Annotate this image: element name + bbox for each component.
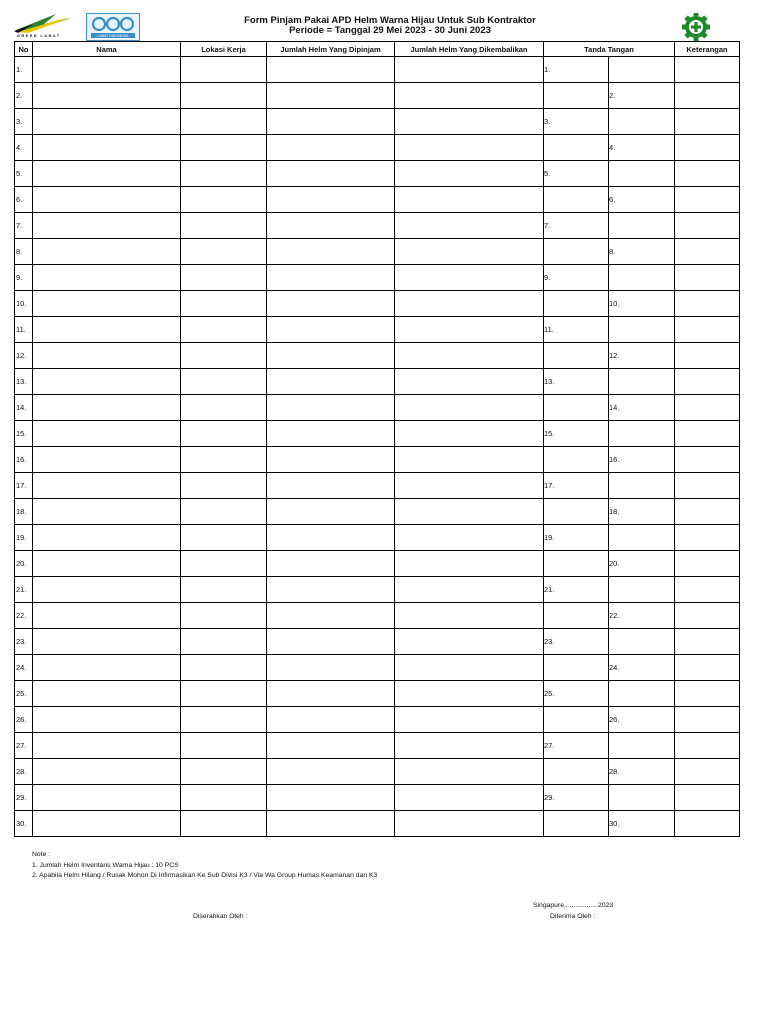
row-number: 13. [15,369,33,395]
nama-cell[interactable] [33,655,181,681]
jumlah-dikembalikan-cell[interactable] [395,707,544,733]
table-row [15,603,740,629]
table-row [15,187,740,213]
table-row [15,733,740,759]
nama-cell[interactable] [33,473,181,499]
table-row [15,57,740,83]
jumlah-dikembalikan-cell[interactable] [395,291,544,317]
table-row [15,707,740,733]
signature-cell-right[interactable] [609,577,675,603]
jumlah-dikembalikan-cell[interactable] [395,369,544,395]
nama-cell[interactable] [33,343,181,369]
nama-cell[interactable] [33,577,181,603]
jumlah-dikembalikan-cell[interactable] [395,213,544,239]
jumlah-dipinjam-cell[interactable] [267,707,395,733]
jumlah-dipinjam-cell[interactable] [267,317,395,343]
k3-safety-logo [675,13,717,41]
keterangan-cell[interactable] [675,395,740,421]
jumlah-dikembalikan-cell[interactable] [395,83,544,109]
signature-cell-left[interactable] [544,811,609,837]
lokasi-kerja-cell[interactable] [181,57,267,83]
signature-cell-left[interactable] [544,83,609,109]
jumlah-dipinjam-cell[interactable] [267,57,395,83]
row-number: 24. [15,655,33,681]
keterangan-cell[interactable] [675,525,740,551]
keterangan-cell[interactable] [675,707,740,733]
signature-cell-left[interactable]: 13. [544,369,609,395]
nama-cell[interactable] [33,525,181,551]
table-row [15,239,740,265]
nama-cell[interactable] [33,291,181,317]
lokasi-kerja-cell[interactable] [181,655,267,681]
form-title-block [220,16,560,36]
labat-indonesia-logo-text: LABAT INDONESIA [97,34,129,39]
signature-cell-right[interactable] [609,681,675,707]
table-row [15,369,740,395]
signature-cell-right[interactable]: 10. [609,291,675,317]
signature-cell-left[interactable]: 21. [544,577,609,603]
jumlah-dipinjam-cell[interactable] [267,395,395,421]
jumlah-dipinjam-cell[interactable] [267,135,395,161]
table-row [15,655,740,681]
table-row [15,499,740,525]
row-number: 19. [15,525,33,551]
nama-cell[interactable] [33,57,181,83]
jumlah-dipinjam-cell[interactable] [267,629,395,655]
table-row [15,811,740,837]
row-number: 14. [15,395,33,421]
table-row [15,343,740,369]
lokasi-kerja-cell[interactable] [181,811,267,837]
jumlah-dikembalikan-cell[interactable] [395,421,544,447]
table-row [15,551,740,577]
lokasi-kerja-cell[interactable] [181,109,267,135]
note-line-1: 1. Jumlah Helm Inventaris Warna Hijau : 10 PCS [32,861,179,869]
keterangan-cell[interactable] [675,57,740,83]
jumlah-dikembalikan-cell[interactable] [395,681,544,707]
keterangan-cell[interactable] [675,473,740,499]
nama-cell[interactable] [33,317,181,343]
nama-cell[interactable] [33,135,181,161]
jumlah-dipinjam-cell[interactable] [267,343,395,369]
note-line-2: 2. Apabila Helm Hilang / Rusak Mohon Di Infirmasikan Ke Sub Divisi K3 / Via Wa Group Humas Keamanan dan K3 [32,872,378,879]
row-number: 17. [15,473,33,499]
jumlah-dikembalikan-cell[interactable] [395,317,544,343]
nama-cell[interactable] [33,499,181,525]
table-row [15,109,740,135]
lokasi-kerja-cell[interactable] [181,629,267,655]
jumlah-dikembalikan-cell[interactable] [395,187,544,213]
table-row [15,421,740,447]
table-row [15,317,740,343]
signature-cell-right[interactable] [609,265,675,291]
row-number: 27. [15,733,33,759]
nama-cell[interactable] [33,369,181,395]
row-number: 22. [15,603,33,629]
nama-cell[interactable] [33,603,181,629]
signature-cell-left[interactable] [544,395,609,421]
place-date-line: Singapure,.................2023 [533,902,614,909]
keterangan-cell[interactable] [675,447,740,473]
jumlah-dikembalikan-cell[interactable] [395,499,544,525]
lokasi-kerja-cell[interactable] [181,785,267,811]
keterangan-cell[interactable] [675,603,740,629]
signature-cell-left[interactable] [544,551,609,577]
nama-cell[interactable] [33,395,181,421]
signature-cell-right[interactable]: 6. [609,187,675,213]
table-row [15,525,740,551]
jumlah-dipinjam-cell[interactable] [267,213,395,239]
keterangan-cell[interactable] [675,187,740,213]
lokasi-kerja-cell[interactable] [181,317,267,343]
jumlah-dipinjam-cell[interactable] [267,291,395,317]
row-number: 20. [15,551,33,577]
signature-cell-left[interactable]: 1. [544,57,609,83]
nama-cell[interactable] [33,109,181,135]
jumlah-dipinjam-cell[interactable] [267,239,395,265]
row-number: 26. [15,707,33,733]
keterangan-cell[interactable] [675,811,740,837]
table-row [15,759,740,785]
row-number: 29. [15,785,33,811]
signature-cell-right[interactable]: 26. [609,707,675,733]
col-header-keterangan: Keterangan [675,42,740,57]
signature-cell-right[interactable] [609,785,675,811]
signature-cell-left[interactable]: 11. [544,317,609,343]
row-number: 3. [15,109,33,135]
row-number: 2. [15,83,33,109]
row-number: 6. [15,187,33,213]
row-number: 21. [15,577,33,603]
keterangan-cell[interactable] [675,421,740,447]
row-number: 25. [15,681,33,707]
signature-cell-left[interactable] [544,759,609,785]
signature-cell-right[interactable]: 30. [609,811,675,837]
jumlah-dipinjam-cell[interactable] [267,421,395,447]
keterangan-cell[interactable] [675,551,740,577]
jumlah-dikembalikan-cell[interactable] [395,447,544,473]
keterangan-cell[interactable] [675,135,740,161]
keterangan-cell[interactable] [675,291,740,317]
nama-cell[interactable] [33,161,181,187]
jumlah-dipinjam-cell[interactable] [267,109,395,135]
lokasi-kerja-cell[interactable] [181,213,267,239]
jumlah-dipinjam-cell[interactable] [267,759,395,785]
table-row [15,577,740,603]
form-period: Periode = Tanggal 29 Mei 2023 - 30 Juni 2023 [289,25,491,36]
lokasi-kerja-cell[interactable] [181,707,267,733]
lokasi-kerja-cell[interactable] [181,733,267,759]
table-row [15,135,740,161]
nama-cell[interactable] [33,785,181,811]
nama-cell[interactable] [33,811,181,837]
signature-cell-right[interactable]: 14. [609,395,675,421]
row-number: 1. [15,57,33,83]
row-number: 11. [15,317,33,343]
row-number: 7. [15,213,33,239]
table-row [15,447,740,473]
table-row [15,291,740,317]
jumlah-dipinjam-cell[interactable] [267,551,395,577]
signature-cell-left[interactable]: 27. [544,733,609,759]
signature-cell-right[interactable] [609,213,675,239]
signature-cell-left[interactable] [544,655,609,681]
lokasi-kerja-cell[interactable] [181,291,267,317]
jumlah-dikembalikan-cell[interactable] [395,473,544,499]
lokasi-kerja-cell[interactable] [181,239,267,265]
jumlah-dikembalikan-cell[interactable] [395,629,544,655]
lokasi-kerja-cell[interactable] [181,499,267,525]
signature-cell-right[interactable]: 24. [609,655,675,681]
jumlah-dipinjam-cell[interactable] [267,369,395,395]
keterangan-cell[interactable] [675,499,740,525]
signature-cell-right[interactable] [609,369,675,395]
jumlah-dipinjam-cell[interactable] [267,733,395,759]
loan-form-table [14,41,740,837]
green-labat-logo-text: GREEN LABAT [17,34,61,38]
row-number: 18. [15,499,33,525]
jumlah-dikembalikan-cell[interactable] [395,161,544,187]
jumlah-dikembalikan-cell[interactable] [395,265,544,291]
jumlah-dikembalikan-cell[interactable] [395,343,544,369]
signature-cell-left[interactable]: 29. [544,785,609,811]
table-row [15,473,740,499]
signature-cell-left[interactable]: 25. [544,681,609,707]
row-number: 9. [15,265,33,291]
keterangan-cell[interactable] [675,733,740,759]
signature-cell-left[interactable]: 19. [544,525,609,551]
jumlah-dikembalikan-cell[interactable] [395,525,544,551]
signature-cell-left[interactable]: 17. [544,473,609,499]
signature-cell-left[interactable]: 9. [544,265,609,291]
signature-cell-left[interactable] [544,447,609,473]
table-row [15,681,740,707]
keterangan-cell[interactable] [675,265,740,291]
jumlah-dikembalikan-cell[interactable] [395,551,544,577]
signature-cell-right[interactable]: 28. [609,759,675,785]
signature-cell-right[interactable]: 12. [609,343,675,369]
signature-cell-left[interactable] [544,499,609,525]
signature-cell-left[interactable] [544,291,609,317]
lokasi-kerja-cell[interactable] [181,395,267,421]
row-number: 30. [15,811,33,837]
lokasi-kerja-cell[interactable] [181,161,267,187]
jumlah-dipinjam-cell[interactable] [267,447,395,473]
keterangan-cell[interactable] [675,369,740,395]
table-row [15,395,740,421]
col-header-no: No [15,42,33,57]
signature-cell-right[interactable]: 2. [609,83,675,109]
jumlah-dikembalikan-cell[interactable] [395,577,544,603]
lokasi-kerja-cell[interactable] [181,551,267,577]
signature-cell-left[interactable] [544,135,609,161]
signature-cell-right[interactable] [609,161,675,187]
jumlah-dikembalikan-cell[interactable] [395,603,544,629]
row-number: 5. [15,161,33,187]
signature-cell-left[interactable]: 7. [544,213,609,239]
document-header [0,0,768,42]
keterangan-cell[interactable] [675,161,740,187]
jumlah-dipinjam-cell[interactable] [267,811,395,837]
jumlah-dikembalikan-cell[interactable] [395,785,544,811]
table-row [15,265,740,291]
signature-cell-right[interactable] [609,473,675,499]
signature-cell-right[interactable]: 8. [609,239,675,265]
row-number: 16. [15,447,33,473]
jumlah-dikembalikan-cell[interactable] [395,57,544,83]
jumlah-dikembalikan-cell[interactable] [395,811,544,837]
signature-cell-right[interactable] [609,57,675,83]
jumlah-dipinjam-cell[interactable] [267,83,395,109]
lokasi-kerja-cell[interactable] [181,603,267,629]
signature-cell-right[interactable] [609,733,675,759]
jumlah-dipinjam-cell[interactable] [267,681,395,707]
col-header-nama: Nama [33,42,181,57]
row-number: 15. [15,421,33,447]
keterangan-cell[interactable] [675,317,740,343]
keterangan-cell[interactable] [675,629,740,655]
table-body [15,57,740,837]
signature-cell-left[interactable] [544,603,609,629]
row-number: 4. [15,135,33,161]
notes-heading: Note : [32,851,51,858]
nama-cell[interactable] [33,83,181,109]
row-number: 28. [15,759,33,785]
keterangan-cell[interactable] [675,83,740,109]
jumlah-dipinjam-cell[interactable] [267,187,395,213]
lokasi-kerja-cell[interactable] [181,343,267,369]
jumlah-dikembalikan-cell[interactable] [395,135,544,161]
signature-cell-right[interactable]: 22. [609,603,675,629]
lokasi-kerja-cell[interactable] [181,681,267,707]
signature-cell-right[interactable]: 16. [609,447,675,473]
signature-cell-right[interactable]: 4. [609,135,675,161]
jumlah-dikembalikan-cell[interactable] [395,655,544,681]
lokasi-kerja-cell[interactable] [181,187,267,213]
lokasi-kerja-cell[interactable] [181,135,267,161]
signature-cell-right[interactable] [609,629,675,655]
signature-cell-left[interactable]: 15. [544,421,609,447]
nama-cell[interactable] [33,759,181,785]
keterangan-cell[interactable] [675,655,740,681]
nama-cell[interactable] [33,629,181,655]
row-number: 23. [15,629,33,655]
received-by-label: Diterima Oleh : [550,913,596,920]
keterangan-cell[interactable] [675,239,740,265]
jumlah-dipinjam-cell[interactable] [267,603,395,629]
jumlah-dipinjam-cell[interactable] [267,577,395,603]
signature-cell-left[interactable] [544,343,609,369]
signature-cell-right[interactable] [609,109,675,135]
lokasi-kerja-cell[interactable] [181,577,267,603]
jumlah-dipinjam-cell[interactable] [267,525,395,551]
nama-cell[interactable] [33,733,181,759]
jumlah-dipinjam-cell[interactable] [267,161,395,187]
green-labat-logo [14,12,74,38]
lokasi-kerja-cell[interactable] [181,473,267,499]
notes-section [32,850,377,882]
lokasi-kerja-cell[interactable] [181,265,267,291]
signature-cell-left[interactable] [544,239,609,265]
signature-cell-left[interactable] [544,187,609,213]
lokasi-kerja-cell[interactable] [181,525,267,551]
signature-cell-right[interactable]: 20. [609,551,675,577]
table-row [15,161,740,187]
jumlah-dipinjam-cell[interactable] [267,265,395,291]
nama-cell[interactable] [33,707,181,733]
keterangan-cell[interactable] [675,759,740,785]
lokasi-kerja-cell[interactable] [181,759,267,785]
signature-cell-left[interactable]: 3. [544,109,609,135]
signature-cell-left[interactable]: 23. [544,629,609,655]
nama-cell[interactable] [33,421,181,447]
jumlah-dikembalikan-cell[interactable] [395,395,544,421]
table-row [15,83,740,109]
keterangan-cell[interactable] [675,213,740,239]
signature-cell-right[interactable] [609,317,675,343]
table-row [15,629,740,655]
col-header-tanda-tangan: Tanda Tangan [544,42,675,57]
lokasi-kerja-cell[interactable] [181,369,267,395]
signature-cell-left[interactable] [544,707,609,733]
keterangan-cell[interactable] [675,343,740,369]
signature-cell-left[interactable]: 5. [544,161,609,187]
col-header-jumlah-dikembalikan: Jumlah Helm Yang Dikembalikan [395,42,544,57]
labat-indonesia-logo [86,13,140,41]
jumlah-dipinjam-cell[interactable] [267,473,395,499]
handed-by-label: Diserahkan Oleh : [193,913,248,920]
table-header-row [15,42,740,57]
keterangan-cell[interactable] [675,681,740,707]
form-title: Form Pinjam Pakai APD Helm Warna Hijau Untuk Sub Kontraktor [244,15,536,26]
col-header-jumlah-dipinjam: Jumlah Helm Yang Dipinjam [267,42,395,57]
nama-cell[interactable] [33,265,181,291]
nama-cell[interactable] [33,213,181,239]
col-header-lokasi-kerja: Lokasi Kerja [181,42,267,57]
signature-cell-right[interactable] [609,421,675,447]
jumlah-dipinjam-cell[interactable] [267,655,395,681]
nama-cell[interactable] [33,551,181,577]
lokasi-kerja-cell[interactable] [181,83,267,109]
nama-cell[interactable] [33,447,181,473]
nama-cell[interactable] [33,681,181,707]
row-number: 8. [15,239,33,265]
jumlah-dikembalikan-cell[interactable] [395,239,544,265]
lokasi-kerja-cell[interactable] [181,447,267,473]
jumlah-dipinjam-cell[interactable] [267,785,395,811]
row-number: 12. [15,343,33,369]
nama-cell[interactable] [33,187,181,213]
row-number: 10. [15,291,33,317]
keterangan-cell[interactable] [675,577,740,603]
jumlah-dikembalikan-cell[interactable] [395,733,544,759]
keterangan-cell[interactable] [675,109,740,135]
jumlah-dikembalikan-cell[interactable] [395,759,544,785]
signature-cell-right[interactable]: 18. [609,499,675,525]
table-row [15,213,740,239]
lokasi-kerja-cell[interactable] [181,421,267,447]
keterangan-cell[interactable] [675,785,740,811]
table-row [15,785,740,811]
signature-cell-right[interactable] [609,525,675,551]
jumlah-dikembalikan-cell[interactable] [395,109,544,135]
nama-cell[interactable] [33,239,181,265]
jumlah-dipinjam-cell[interactable] [267,499,395,525]
